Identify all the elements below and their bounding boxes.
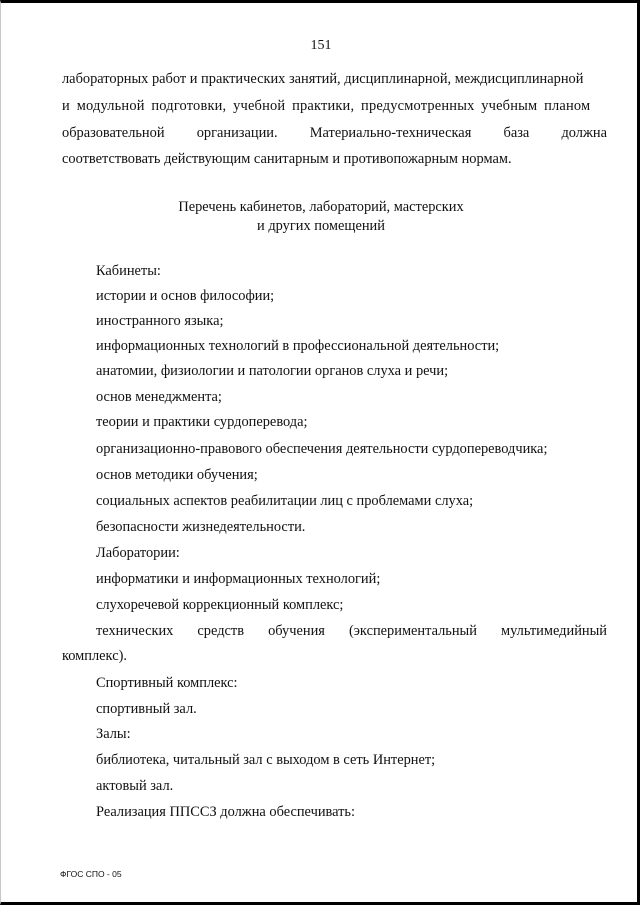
list-item: слухоречевой коррекционный комплекс; [96,597,344,613]
intro-line-3-word: база [503,125,530,141]
tech-line-cont: комплекс). [62,648,127,664]
list-item: спортивный зал. [96,701,197,717]
list-item: безопасности жизнедеятельности. [96,519,306,535]
labs-label: Лаборатории: [96,545,180,561]
cabinets-label: Кабинеты: [96,263,161,279]
list-item: анатомии, физиологии и патологии органов слуха и речи; [96,363,449,379]
intro-line-3-word: организации. [196,125,278,141]
list-item: информационных технологий в профессиональной деятельности; [96,338,500,354]
list-item: организационно-правового обеспечения деятельности сурдопереводчика; [96,441,548,457]
tech-line-word: (экспериментальный [348,623,477,639]
sport-label: Спортивный комплекс: [96,675,238,691]
list-item: теории и практики сурдоперевода; [96,414,308,430]
page-number: 151 [310,38,332,53]
section-heading-line-2: и других помещений [257,218,385,234]
section-heading-line-1: Перечень кабинетов, лабораторий, мастерских [178,199,464,215]
list-item: основ менеджмента; [96,389,222,405]
intro-line-1: лабораторных работ и практических занятий, дисциплинарной, междисциплинарной [62,71,584,87]
intro-line-2-text: и модульной подготовки, учебной практики, предусмотренных учебным планом [62,98,591,114]
tech-line-word: обучения [268,623,325,639]
intro-line-3 [62,124,607,142]
closing-line: Реализация ППССЗ должна обеспечивать: [96,804,355,820]
intro-line-2 [62,97,607,115]
footer-code: ФГОС СПО - 05 [60,869,122,879]
list-item: истории и основ философии; [96,288,275,304]
list-item: библиотека, читальный зал с выходом в сеть Интернет; [96,752,436,768]
tech-line-word: мультимедийный [501,623,607,639]
intro-line-4: соответствовать действующим санитарным и противопожарным нормам. [62,151,512,167]
list-item: актовый зал. [96,778,174,794]
tech-line-word: технических [96,623,174,639]
intro-line-3-word: образовательной [62,125,165,141]
intro-line-3-word: Материально-техническая [309,125,472,141]
list-item: информатики и информационных технологий; [96,571,381,587]
halls-label: Залы: [96,726,131,742]
list-item: иностранного языка; [96,313,224,329]
list-item: основ методики обучения; [96,467,258,483]
tech-line-word: средств [197,623,244,639]
tech-line [96,622,607,640]
intro-line-3-word: должна [561,125,607,141]
list-item: социальных аспектов реабилитации лиц с проблемами слуха; [96,493,474,509]
